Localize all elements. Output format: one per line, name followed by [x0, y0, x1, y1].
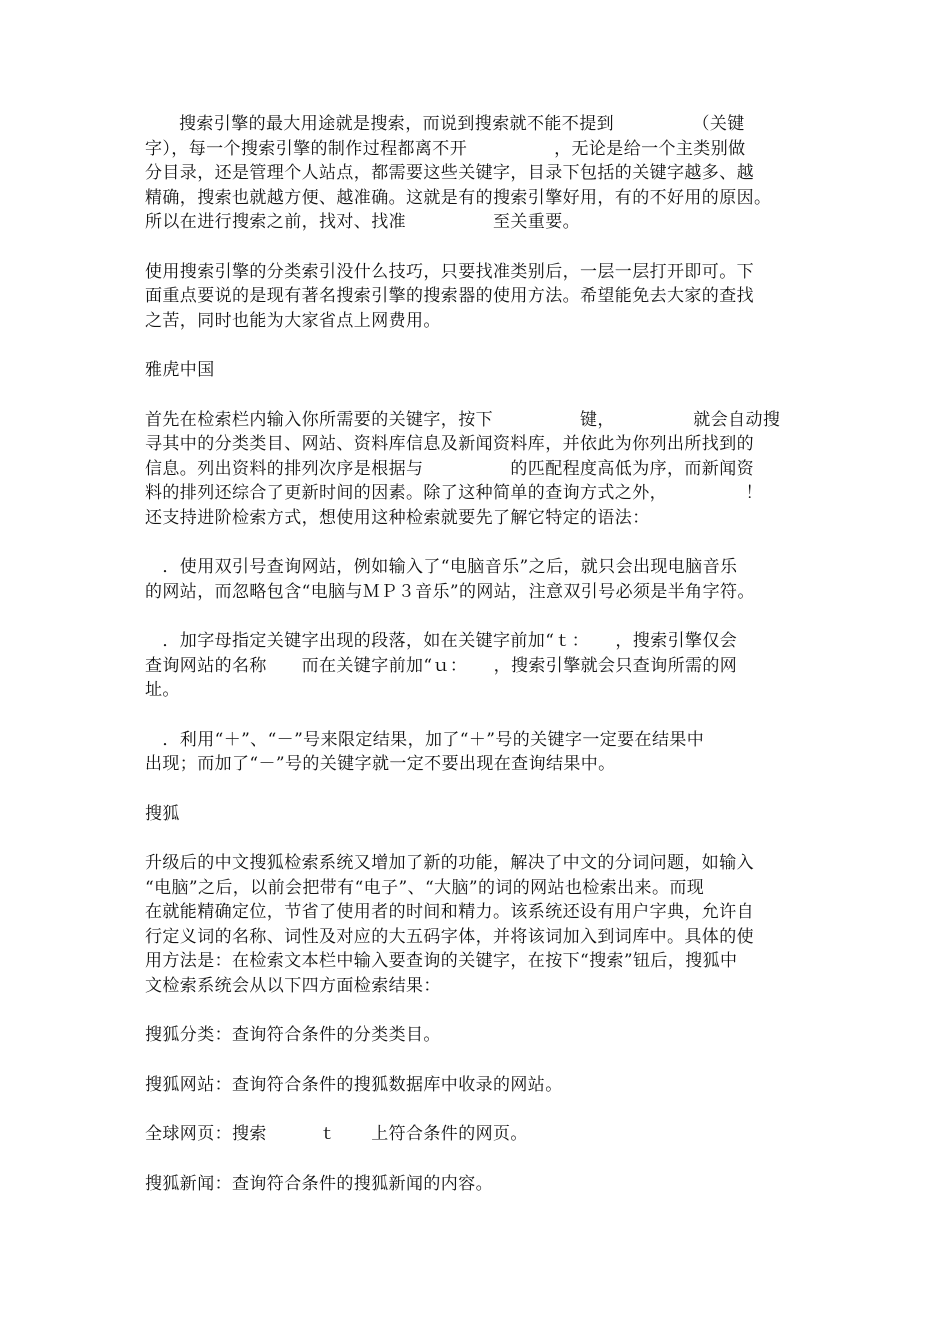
text-line: 分目录，还是管理个人站点，都需要这些关键字，目录下包括的关键字越多、越 [145, 163, 754, 183]
text-line: 址。 [145, 680, 180, 700]
text-line: ．加字母指定关键字出现的段落，如在关键字前加“ｔ： ，搜索引擎仅会 [145, 631, 738, 651]
yahoo-rule-quotes [145, 555, 810, 604]
text-line: ．利用“＋”、“－”号来限定结果，加了“＋”号的关键字一定要在结果中 [145, 729, 705, 750]
text-line: 搜索引擎的最大用途就是搜索，而说到搜索就不能不提到 （关键 [179, 114, 745, 134]
text-line: 字），每一个搜索引擎的制作过程都离不开 ，无论是给一个主类别做 [145, 138, 746, 159]
text-line: ．使用双引号查询网站，例如输入了“电脑音乐”之后，就只会出现电脑音乐 [145, 557, 738, 577]
text-line: 使用搜索引擎的分类索引没什么技巧，只要找准类别后，一层一层打开即可。下 [145, 261, 754, 282]
intro-paragraph [145, 112, 810, 235]
text-line: 行定义词的名称、词性及对应的大五码字体，并将该词加入到词库中。具体的使 [145, 926, 754, 947]
text-line: 升级后的中文搜狐检索系统又增加了新的功能，解决了中文的分词问题，如输入 [145, 853, 754, 873]
text-line: 之苦，同时也能为大家省点上网费用。 [145, 310, 441, 331]
text-line: 寻其中的分类类目、网站、资料库信息及新闻资料库，并依此为你列出所找到的 [145, 434, 754, 454]
document-body [145, 112, 810, 1221]
text-line: 所以在进行搜索之前，找对、找准 至关重要。 [145, 212, 580, 232]
yahoo-rule-letters [145, 629, 810, 703]
text-line: “电脑”之后，以前会把带有“电子”、“大脑”的词的网站也检索出来。而现 [145, 877, 705, 898]
text-line: 在就能精确定位，节省了使用者的时间和精力。该系统还设有用户字典，允许自 [145, 902, 754, 922]
yahoo-heading: 雅虎中国 [145, 360, 215, 380]
text-line: 查询网站的名称 而在关键字前加“ｕ： ，搜索引擎就会只查询所需的网 [145, 655, 738, 676]
yahoo-intro-paragraph [145, 408, 810, 531]
text-line: 料的排列还综合了更新时间的因素。除了这种简单的查询方式之外， ！ [145, 483, 763, 503]
text-line: 还支持进阶检索方式，想使用这种检索就要先了解它特定的语法： [145, 507, 650, 528]
sohu-intro-paragraph [145, 851, 810, 998]
usage-paragraph [145, 260, 810, 334]
yahoo-rule-plus-minus [145, 728, 810, 777]
sohu-news-item: 搜狐新闻：查询符合条件的搜狐新闻的内容。 [145, 1173, 493, 1194]
sohu-heading: 搜狐 [145, 803, 180, 824]
sohu-category-item: 搜狐分类：查询符合条件的分类类目。 [145, 1025, 441, 1045]
text-line: 首先在检索栏内输入你所需要的关键字，按下 键， 就会自动搜 [145, 409, 781, 430]
text-line: 用方法是：在检索文本栏中输入要查询的关键字，在按下“搜索”钮后，搜狐中 [145, 951, 738, 971]
text-line: 出现；而加了“－”号的关键字就一定不要出现在查询结果中。 [145, 754, 616, 774]
text-line: 文检索系统会从以下四方面检索结果： [145, 975, 441, 996]
text-line: 信息。列出资料的排列次序是根据与 的匹配程度高低为序，而新闻资 [145, 458, 754, 479]
text-line: 面重点要说的是现有著名搜索引擎的搜索器的使用方法。希望能免去大家的查找 [145, 286, 754, 306]
text-line: 精确，搜索也就越方便、越准确。这就是有的搜索引擎好用，有的不好用的原因。 [145, 187, 772, 208]
text-line: 的网站，而忽略包含“电脑与ＭＰ３音乐”的网站，注意双引号必须是半角字符。 [145, 581, 755, 602]
sohu-sites-item: 搜狐网站：查询符合条件的搜狐数据库中收录的网站。 [145, 1074, 563, 1095]
sohu-web-item: 全球网页：搜索 ｔ 上符合条件的网页。 [145, 1124, 528, 1144]
